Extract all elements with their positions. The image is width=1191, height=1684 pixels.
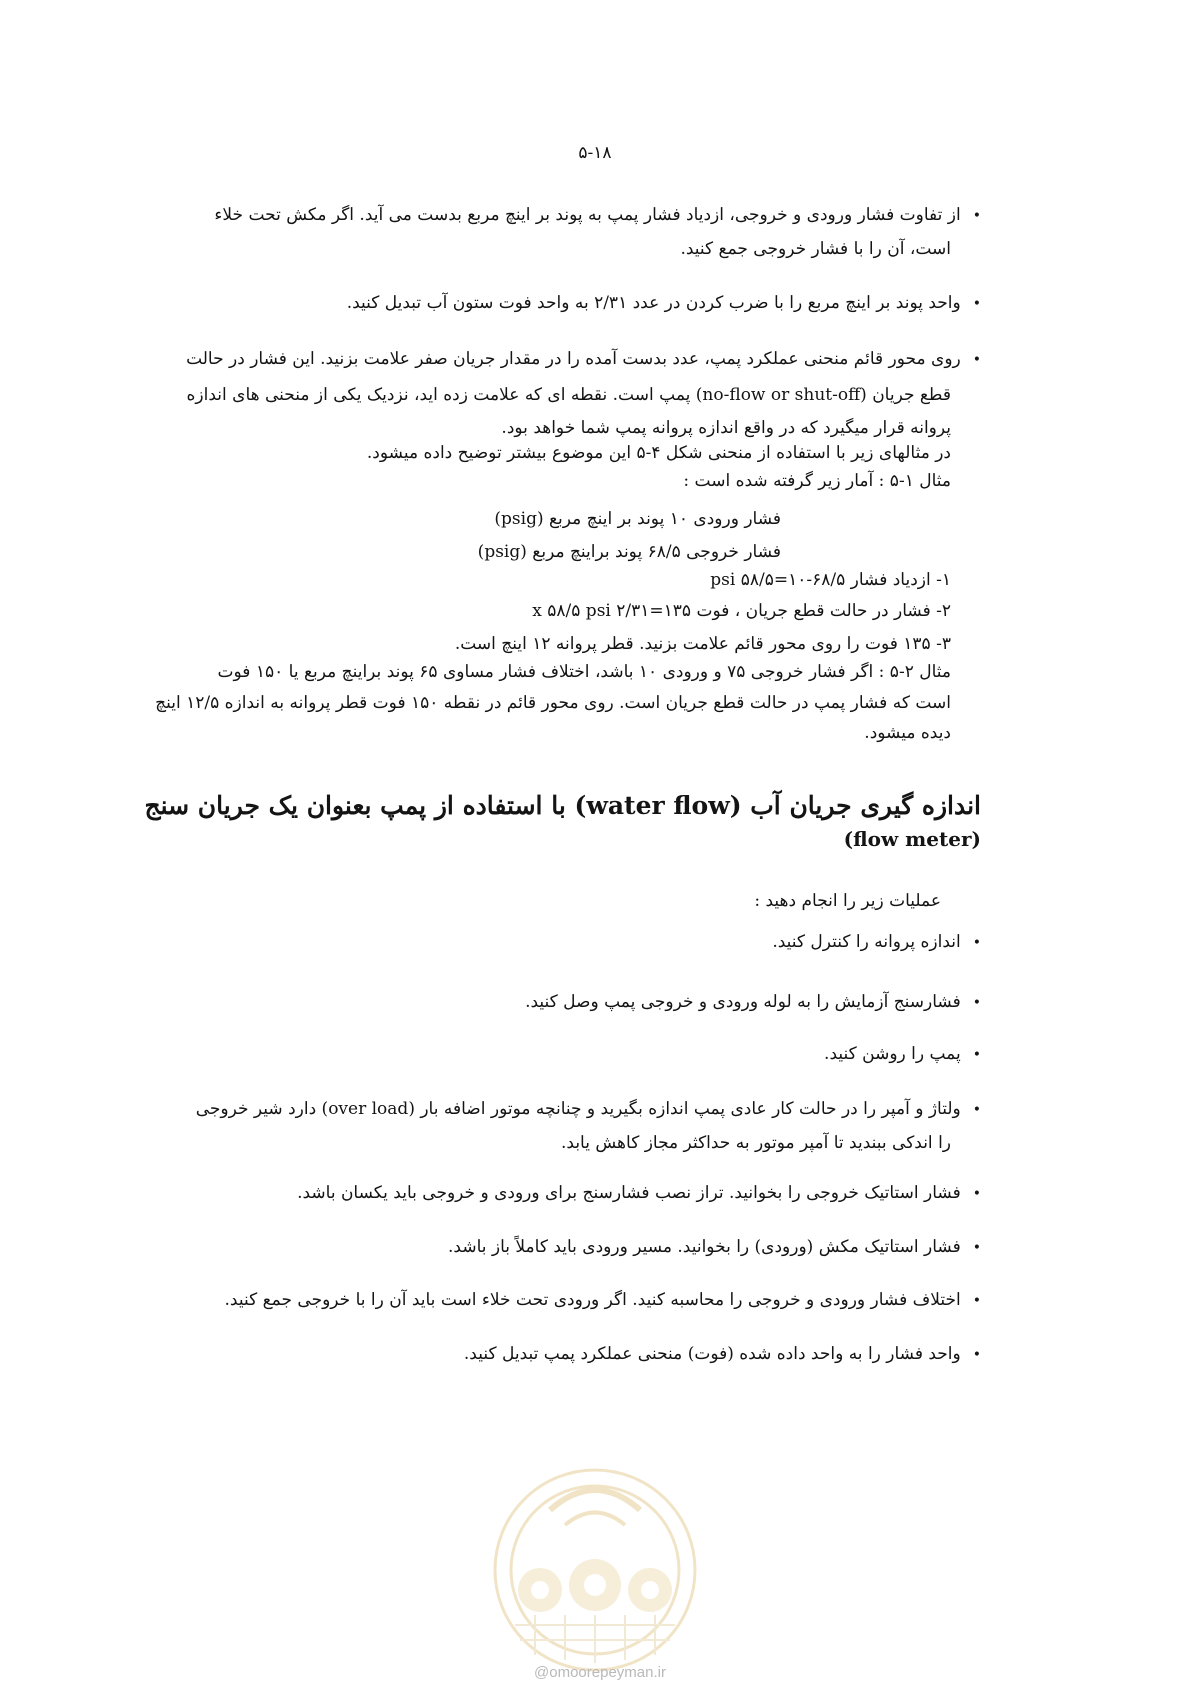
bullet-continuation: است، آن را با فشار خروجی جمع کنید.	[680, 239, 951, 259]
list-item-continuation: را اندکی ببندید تا آمپر موتور به حداکثر مجاز کاهش یابد.	[561, 1133, 951, 1153]
list-item: • اندازه پروانه را کنترل کنید.	[772, 925, 981, 960]
example-line: دیده میشود.	[864, 723, 951, 743]
page-number: ۵-۱۸	[578, 143, 612, 163]
bullet-continuation: قطع جریان (no-flow or shut-off) پمپ است. نقطه ای که علامت زده اید، نزدیک یکی از منحنی های اندازه	[186, 385, 951, 405]
step-line: ۳- ۱۳۵ فوت را روی محور قائم علامت بزنید. قطر پروانه ۱۲ اینچ است.	[454, 634, 951, 654]
step-line: ۲- فشار در حالت قطع جریان ، فوت ۱۳۵=۲/۳۱ x ۵۸/۵ psi	[532, 601, 951, 621]
list-item: • فشار استاتیک خروجی را بخوانید. تراز نصب فشارسنج برای ورودی و خروجی باید یکسان باشد.	[297, 1176, 981, 1211]
watermark-logo	[480, 1455, 710, 1675]
list-item: • اختلاف فشار ورودی و خروجی را محاسبه کنید. اگر ورودی تحت خلاء است باید آن را با خروجی جمع کنید.	[225, 1283, 981, 1318]
section-heading-sub: (flow meter)	[843, 827, 981, 851]
example-line: است که فشار پمپ در حالت قطع جریان است. روی محور قائم در نقطه ۱۵۰ فوت قطر پروانه به اندازه ۱۲/۵ اینچ	[155, 693, 951, 713]
paragraph: در مثالهای زیر با استفاده از منحنی شکل ۴-۵ این موضوع بیشتر توضیح داده میشود.	[366, 443, 951, 463]
list-item: • پمپ را روشن کنید.	[824, 1037, 981, 1072]
inlet-pressure: فشار ورودی ۱۰ پوند بر اینچ مربع (psig)	[494, 509, 781, 529]
list-item: • فشار استاتیک مکش (ورودی) را بخوانید. مسیر ورودی باید کاملاً باز باشد.	[448, 1230, 981, 1265]
section-heading: اندازه گیری جریان آب (water flow) با استفاده از پمپ بعنوان یک جریان سنج	[144, 791, 981, 820]
watermark-url: @omoorepeyman.ir	[534, 1664, 666, 1681]
example-title: مثال ۱-۵ : آمار زیر گرفته شده است :	[683, 471, 951, 491]
bullet-line: • روی محور قائم منحنی عملکرد پمپ، عدد بدست آمده را در مقدار جریان صفر علامت بزنید. این فشار در حالت	[186, 342, 981, 377]
list-item: • ولتاژ و آمپر را در حالت کار عادی پمپ اندازه بگیرید و چنانچه موتور اضافه بار (over load) دارد شیر خروجی	[196, 1092, 981, 1127]
list-item: • واحد فشار را به واحد داده شده (فوت) منحنی عملکرد پمپ تبدیل کنید.	[464, 1337, 981, 1372]
outlet-pressure: فشار خروجی ۶۸/۵ پوند براینچ مربع (psig)	[477, 542, 781, 562]
step-line: ۱- ازدیاد فشار ۶۸/۵-۱۰=۵۸/۵ psi	[710, 570, 951, 590]
bullet-line: • از تفاوت فشار ورودی و خروجی، ازدیاد فشار پمپ به پوند بر اینچ مربع بدست می آید. اگر مکش تحت خلاء	[214, 198, 981, 233]
intro-text: عملیات زیر را انجام دهید :	[754, 891, 941, 911]
example-line: مثال ۲-۵ : اگر فشار خروجی ۷۵ و ورودی ۱۰ باشد، اختلاف فشار مساوی ۶۵ پوند براینچ مربع یا ۱۵۰ فوت	[217, 662, 951, 682]
list-item: • فشارسنج آزمایش را به لوله ورودی و خروجی پمپ وصل کنید.	[525, 985, 981, 1020]
bullet-continuation: پروانه قرار میگیرد که در واقع اندازه پروانه پمپ شما خواهد بود.	[501, 418, 951, 438]
bullet-line: • واحد پوند بر اینچ مربع را با ضرب کردن در عدد ۲/۳۱ به واحد فوت ستون آب تبدیل کنید.	[347, 286, 981, 321]
